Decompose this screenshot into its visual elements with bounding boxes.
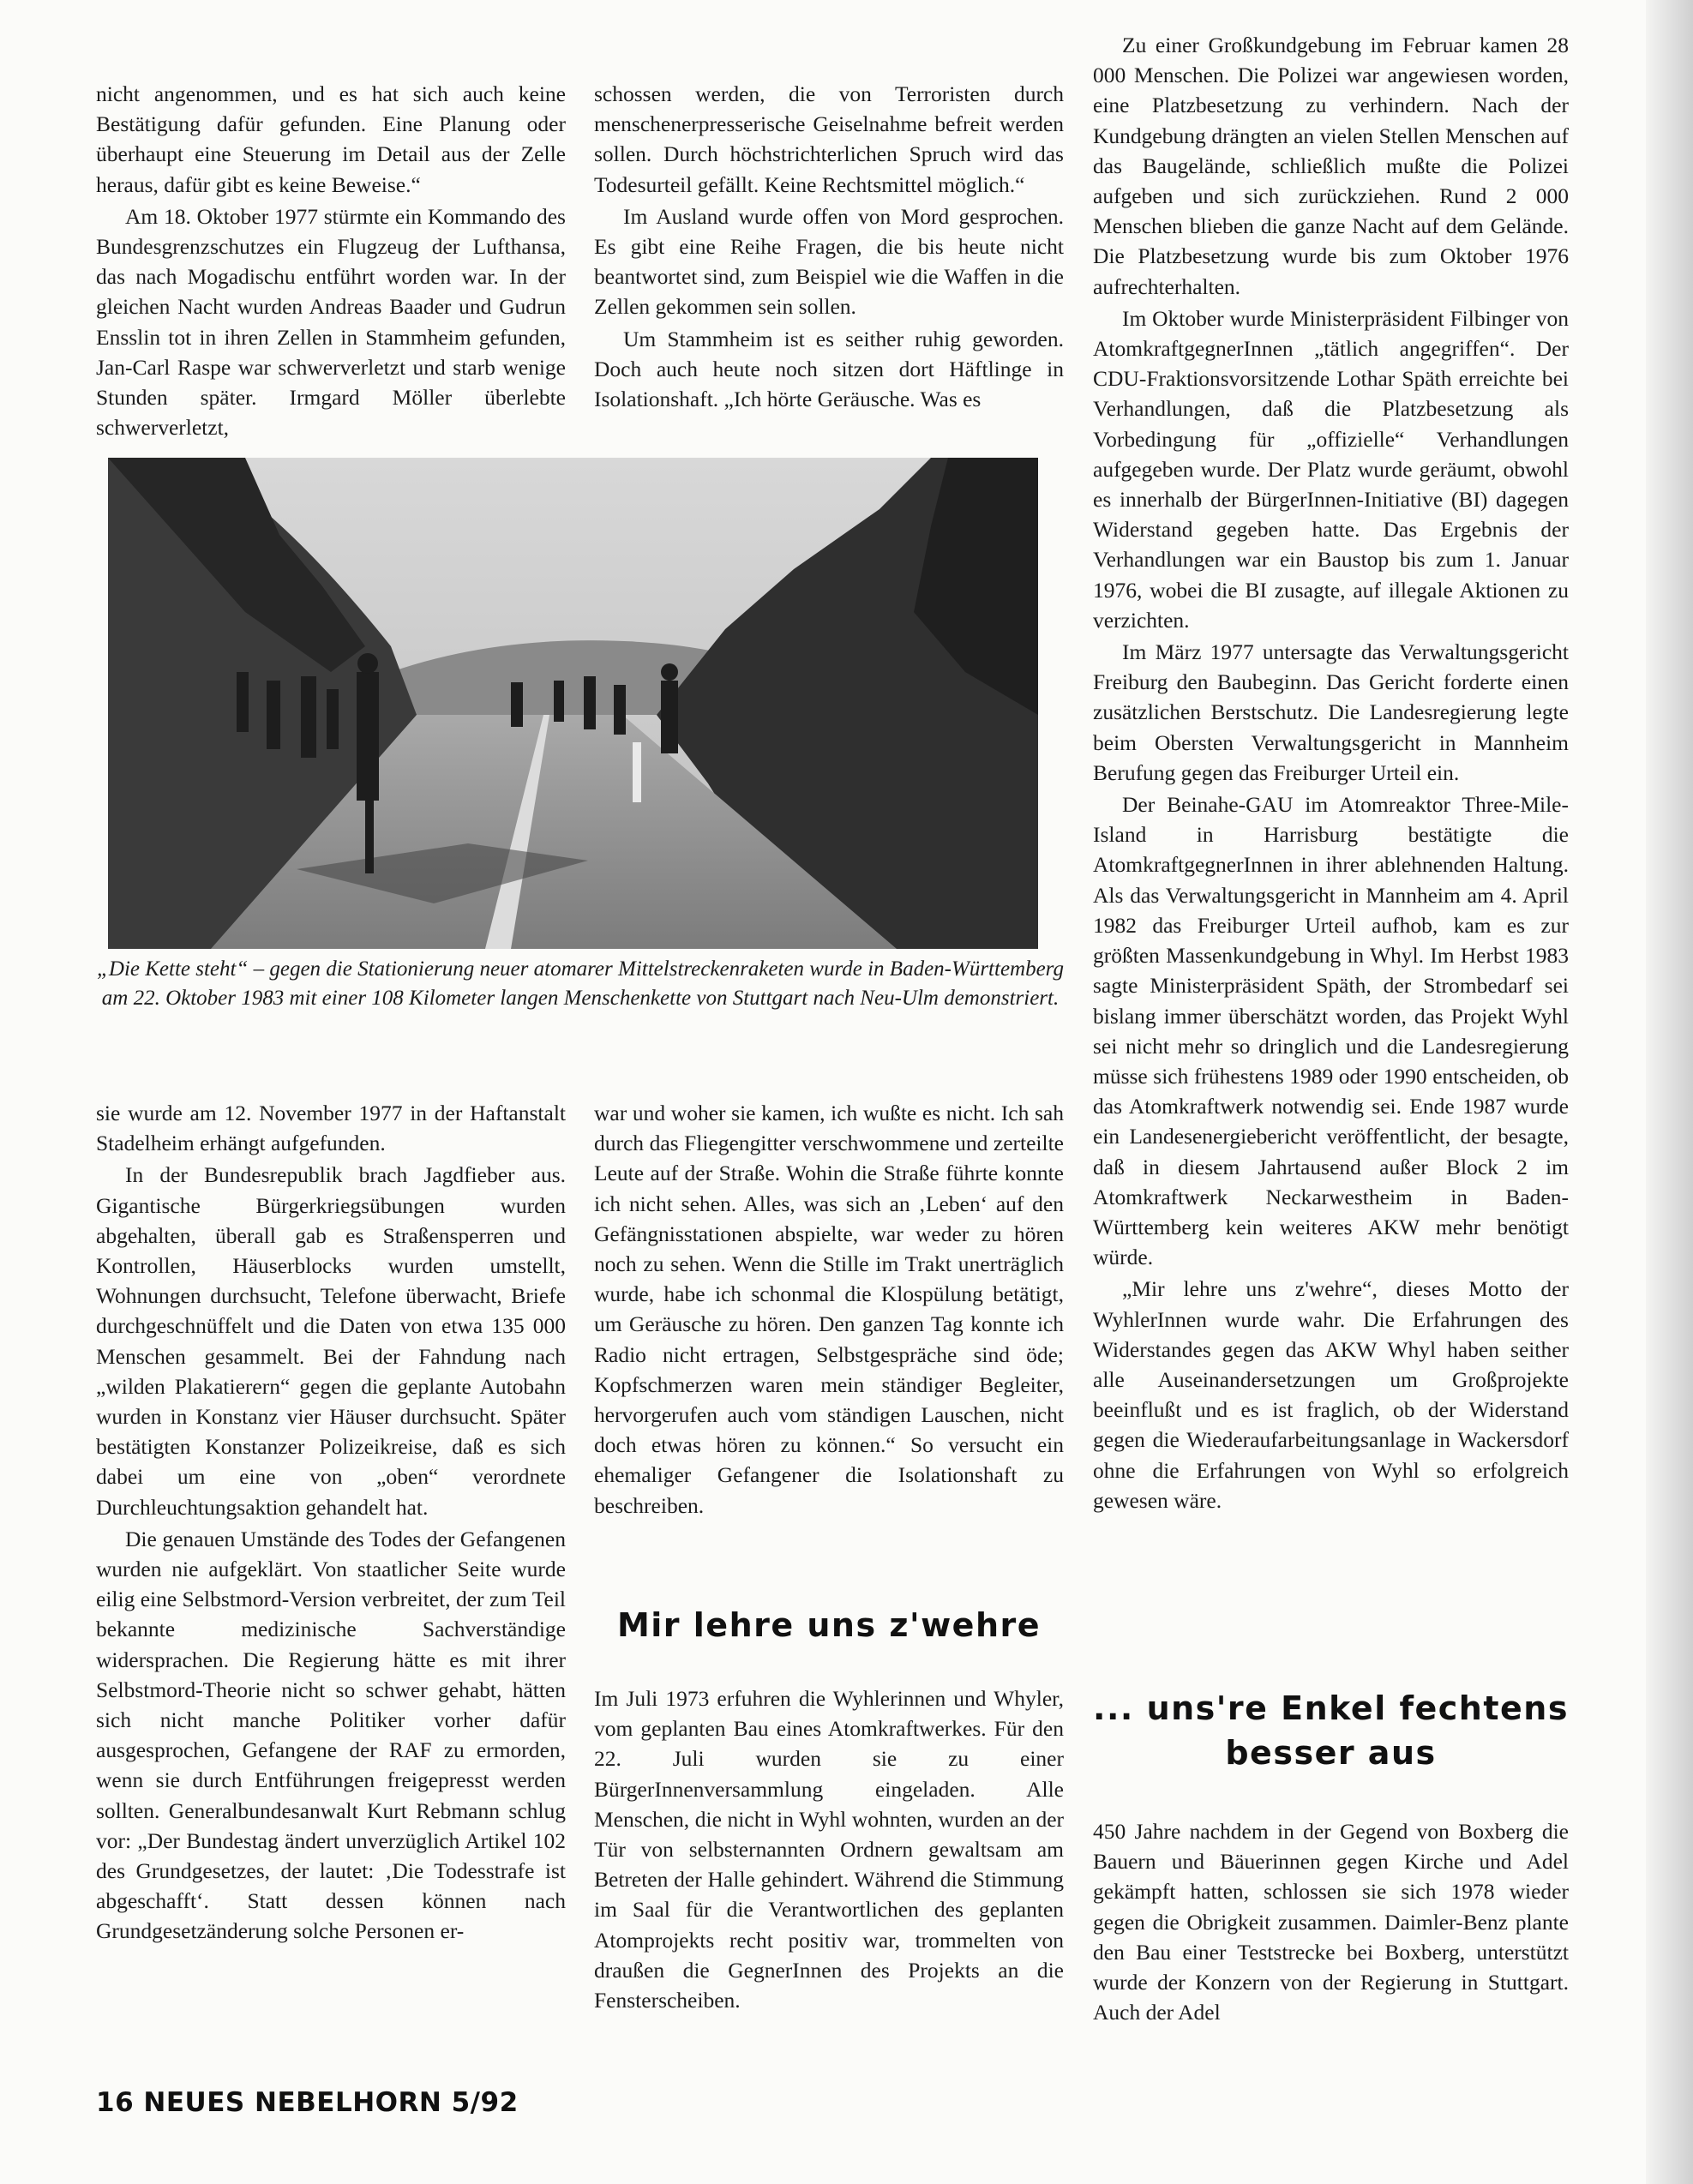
column-middle-bottom bbox=[594, 1098, 1064, 1521]
paragraph: sie wurde am 12. November 1977 in der Haftanstalt Stadelheim erhängt aufgefunden. bbox=[96, 1101, 566, 1156]
paragraph: In der Bundesrepublik brach Jagdfieber aus. Gigantische Bürgerkriegsübungen wurden abgehalten, überall gab es Straßensperren und Kontrollen, Häuserblocks wurden umstellt, Wohnungen durchsucht, Telefone überwacht, Briefe durchgeschnüffelt und die Daten von etwa 135 000 Menschen gesammelt. Bei der Fahndung nach „wilden Plakatierern“ gegen die geplante Autobahn wurden in Konstanz vier Häuser durchsucht. Später bestätigten Konstanzer Polizeikreise, daß es sich dabei um eine von „oben“ verordnete Durchleuchtungsaktion gehandelt hat. bbox=[96, 1162, 566, 1520]
paragraph: schossen werden, die von Terroristen durch menschenerpresserische Geiselnahme befreit werden sollen. Durch höchstrichterlichen Spruch wird das Todesurteil gefällt. Keine Rechtsmittel möglich.“ bbox=[594, 81, 1064, 197]
demonstration-photo bbox=[108, 458, 1038, 949]
photo-caption: „Die Kette steht“ – gegen die Stationierung neuer atomarer Mittelstreckenraketen wurde in Baden-Württemberg am 22. Oktober 1983 mit einer 108 Kilometer langen Menschenkette von Stuttgart nach Neu-Ulm demonstriert. bbox=[96, 957, 1064, 1010]
column-middle-top bbox=[594, 79, 1064, 414]
page-edge-shadow bbox=[1646, 0, 1693, 2184]
column-middle-section bbox=[594, 1683, 1064, 2015]
paragraph: Am 18. Oktober 1977 stürmte ein Kommando des Bundesgrenzschutzes ein Flugzeug der Lufthansa, das nach Mogadischu entführt worden war. In der gleichen Nacht wurden Andreas Baader und Gudrun Ensslin tot in ihren Zellen in Stammheim gefunden, Jan-Carl Raspe war schwerverletzt und starb wenige Stunden später. Irmgard Möller überlebte schwerverletzt, bbox=[96, 203, 566, 441]
section-heading-enkel: ... uns're Enkel fechtens besser aus bbox=[1093, 1689, 1569, 1772]
paragraph: nicht angenommen, und es hat sich auch keine Bestätigung dafür gefunden. Eine Planung oder überhaupt eine Steuerung im Detail aus der Zelle heraus, dafür gibt es keine Beweise.“ bbox=[96, 81, 566, 197]
paragraph: „Mir lehre uns z'wehre“, dieses Motto der WyhlerInnen wurde wahr. Die Erfahrungen des Widerstandes gegen das AKW Whyl haben seither alle Auseinandersetzungen um Großprojekte beeinflußt und es ist fraglich, ob der Widerstand gegen die Wiederaufarbeitungsanlage in Wackersdorf ohne die Erfahrungen von Wyhl so erfolgreich gewesen wäre. bbox=[1093, 1276, 1569, 1513]
paragraph: Im März 1977 untersagte das Verwaltungsgericht Freiburg den Baubeginn. Das Gericht forderte einen zusätzlichen Berstschutz. Die Landesregierung legte beim Obersten Verwaltungsgericht in Mannheim Berufung gegen das Freiburger Urteil ein. bbox=[1093, 639, 1569, 785]
section-heading-mir-lehre: Mir lehre uns z'wehre bbox=[616, 1606, 1042, 1644]
paragraph: Um Stammheim ist es seither ruhig geworden. Doch auch heute noch sitzen dort Häftlinge in Isolationshaft. „Ich hörte Geräusche. Was es bbox=[594, 326, 1064, 412]
paragraph: Im Oktober wurde Ministerpräsident Filbinger von AtomkraftgegnerInnen „tätlich angegriffen“. Der CDU-Fraktionsvorsitzende Lothar Späth erreichte bei Verhandlungen, daß die Platzbesetzung als Vorbedingung für „offizielle“ Verhandlungen aufgegeben wurde. Der Platz wurde geräumt, obwohl es innerhalb der BürgerInnen-Initiative (BI) dagegen Widerstand gegeben hatte. Das Ergebnis der Verhandlungen war ein Baustop bis zum 1. Januar 1976, wobei die BI zusagte, auf illegale Aktionen zu verzichten. bbox=[1093, 305, 1569, 633]
paragraph: Zu einer Großkundgebung im Februar kamen 28 000 Menschen. Die Polizei war angewiesen worden, eine Platzbesetzung zu verhindern. Nach der Kundgebung drängten an vielen Stellen Menschen auf das Baugelände, schließlich mußte die Polizei aufgeben und sich zurückziehen. Rund 2 000 Menschen blieben die ganze Nacht auf dem Gelände. Die Platzbesetzung wurde bis zum Oktober 1976 aufrechterhalten. bbox=[1093, 33, 1569, 299]
column-left-bottom bbox=[96, 1098, 566, 1947]
paragraph: Die genauen Umstände des Todes der Gefangenen wurden nie aufgeklärt. Von staatlicher Seite wurde eilig eine Selbstmord-Version verbreitet, der zum Teil bekannte medizinische Sachverständige widersprachen. Die Regierung hätte es mit ihrer Selbstmord-Theorie nicht so schwer gehabt, hätten sich nicht manche Politiker vorher dafür ausgesprochen, Gefangene der RAF zu ermorden, wenn sie durch Entführungen freigepresst werden sollten. Generalbundesanwalt Kurt Rebmann schlug vor: „Der Bundestag ändert unverzüglich Artikel 102 des Grundgesetzes, der lautet: ‚Die Todesstrafe ist abgeschafft‘. Statt dessen können nach Grundgesetzänderung solche Personen er- bbox=[96, 1526, 566, 1944]
column-right-section bbox=[1093, 1816, 1569, 2027]
column-left-top bbox=[96, 79, 566, 442]
paragraph: war und woher sie kamen, ich wußte es nicht. Ich sah durch das Fliegengitter verschwommene und zerteilte Leute auf der Straße. Wohin die Straße führte konnte ich nicht sehen. Alles, was sich an ‚Leben‘ auf den Gefängnisstationen abspielte, war weder zu hören noch zu sehen. Wenn die Stille im Trakt unerträglich wurde, habe ich schonmal die Klospülung betätigt, um Geräusche zu hören. Den ganzen Tag konnte ich Radio nicht ertragen, Selbstgespräche sind öde; Kopfschmerzen waren mein ständiger Begleiter, hervorgerufen auch vom ständigen Lauschen, nicht doch etwas hören zu können.“ So versucht ein ehemaliger Gefangener die Isolationshaft zu beschreiben. bbox=[594, 1101, 1064, 1518]
paragraph: 450 Jahre nachdem in der Gegend von Boxberg die Bauern und Bäuerinnen gegen Kirche und Adel gekämpft hatten, schlossen sie sich 1978 wieder gegen die Obrigkeit zusammen. Daimler-Benz plante den Bau einer Teststrecke bei Boxberg, unterstützt wurde der Konzern von der Regierung in Stuttgart. Auch der Adel bbox=[1093, 1819, 1569, 2025]
column-right bbox=[1093, 30, 1569, 1515]
paragraph: Im Juli 1973 erfuhren die Wyhlerinnen und Whyler, vom geplanten Bau eines Atomkraftwerkes. Für den 22. Juli wurden sie zu einer BürgerInnenversammlung eingeladen. Alle Menschen, die nicht in Wyhl wohnten, wurden an der Tür von selbsternannten Ordnern gewaltsam am Betreten der Halle gehindert. Während die Stimmung im Saal für die Verantwortlichen des geplanten Atomprojekts recht positiv war, trommelten von draußen die GegnerInnen des Projekts an die Fensterscheiben. bbox=[594, 1686, 1064, 2013]
paragraph: Der Beinahe-GAU im Atomreaktor Three-Mile-Island in Harrisburg bestätigte die AtomkraftgegnerInnen in ihrer ablehnenden Haltung. Als das Verwaltungsgericht in Mannheim am 4. April 1982 das Freiburger Urteil aufhob, kam es zur größten Massenkundgebung in Whyl. Im Herbst 1983 sagte Ministerpräsident Späth, der Strombedarf sei bislang immer überschätzt worden, das Projekt Wyhl sei nicht mehr so dringlich und die Landesregierung müsse sich frühestens 1989 oder 1990 entscheiden, ob das Atomkraftwerk notwendig sei. Ende 1987 wurde ein Landesenergiebericht veröffentlicht, der besagte, daß in diesem Jahrtausend außer Block 2 im Atomkraftwerk Neckarwestheim in Baden-Württemberg kein weiteres AKW mehr benötigt würde. bbox=[1093, 792, 1569, 1270]
page-footer: 16 NEUES NEBELHORN 5/92 bbox=[96, 2087, 519, 2118]
paragraph: Im Ausland wurde offen von Mord gesprochen. Es gibt eine Reihe Fragen, die bis heute nicht beantwortet sind, zum Beispiel wie die Waffen in die Zellen gekommen sein sollen. bbox=[594, 203, 1064, 320]
